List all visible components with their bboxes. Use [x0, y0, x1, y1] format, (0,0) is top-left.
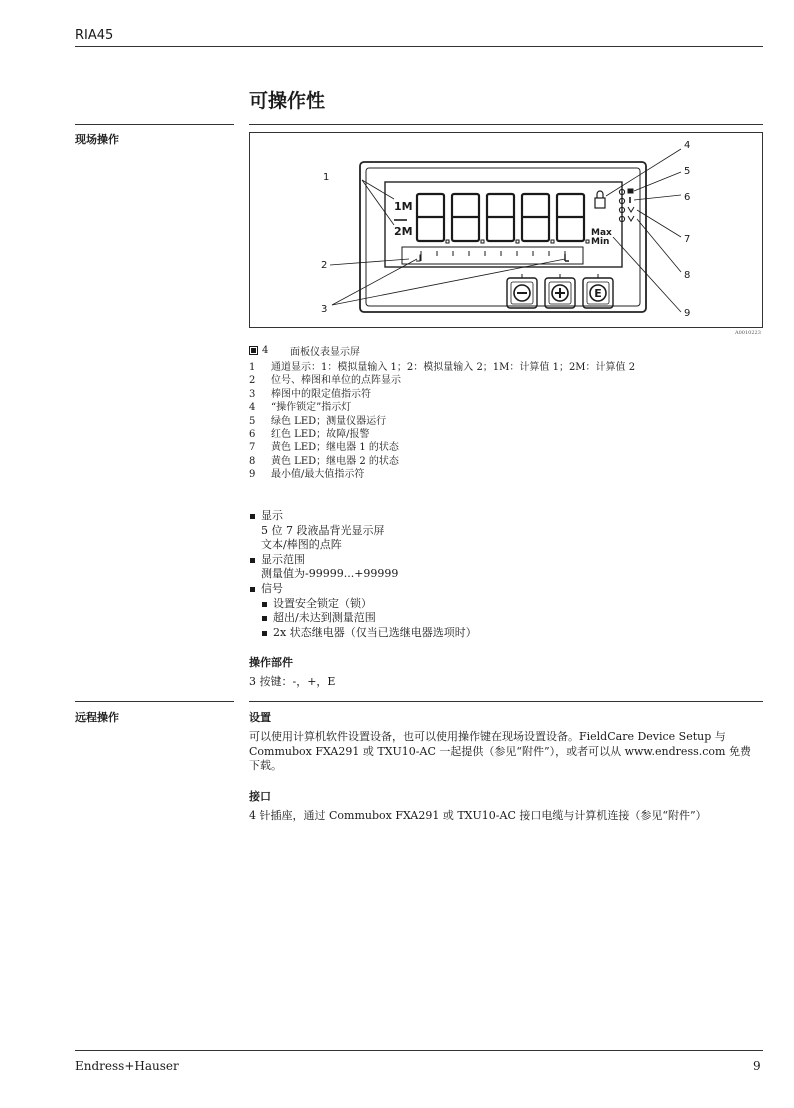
- button-enter-label: E: [594, 287, 602, 300]
- setup-text: [249, 730, 761, 774]
- section-rule-right: [249, 124, 763, 125]
- button-minus-drawing: [507, 274, 537, 308]
- section-local-operation: 现场操作: [75, 133, 119, 146]
- display-detail-1: 5 位 7 段液晶背光显示屏: [261, 523, 385, 537]
- range-detail: 测量值为-99999...+99999: [261, 567, 399, 581]
- lcd-channel-1: 1M: [394, 200, 413, 213]
- lock-icon: [595, 191, 605, 208]
- setup-line: Commubox FXA291 或 TXU10-AC 一起提供（参见“附件”），或者可以从 www.endress.com 免费: [249, 744, 751, 758]
- setup-line: 下载。: [249, 759, 282, 773]
- signal-item: 设置安全锁定（锁）: [261, 597, 759, 612]
- panel-display-drawing: [249, 132, 763, 328]
- panel-display-figure: [249, 132, 763, 328]
- callout-leaders: [330, 149, 681, 312]
- bargraph-ticks: [421, 251, 565, 256]
- bargraph-limit-low: [416, 255, 421, 261]
- page-number: 9: [753, 1059, 761, 1073]
- legend-item: 8 黄色 LED；继电器 2 的状态: [249, 455, 399, 467]
- callout-7: 7: [684, 234, 691, 245]
- seven-segment-digits: [417, 194, 584, 241]
- signal-item: 超出/未达到测量范围: [261, 611, 759, 626]
- page-title: 可操作性: [249, 90, 326, 112]
- display-spec-list: [249, 509, 759, 640]
- setup-heading: 设置: [249, 711, 271, 724]
- figure-number: 4: [262, 345, 269, 356]
- section-remote-operation: 远程操作: [75, 711, 119, 724]
- legend-item: 1 通道显示：1：模拟量输入 1；2：模拟量输入 2；1M：计算值 1；2M：计算值 2: [249, 362, 636, 373]
- figure-caption: [249, 343, 360, 358]
- legend-item: 2 位号、棒图和单位的点阵显示: [249, 375, 401, 387]
- button-enter-drawing: [583, 274, 613, 308]
- legend-item: 3 棒图中的限定值指示符: [249, 388, 371, 400]
- display-detail-2: 文本/棒图的点阵: [261, 538, 342, 552]
- footer-rule: [75, 1050, 763, 1051]
- legend-item: 9 最小值/最大值指示符: [249, 469, 365, 481]
- button-plus-drawing: [545, 274, 575, 308]
- interface-heading: 接口: [249, 790, 271, 803]
- lcd-max-indicator: Max: [591, 228, 612, 238]
- footer-brand: Endress+Hauser: [75, 1059, 179, 1073]
- lcd-min-indicator: Min: [591, 237, 610, 247]
- section-rule-left: [75, 701, 234, 702]
- legend-item: 5 绿色 LED；测量仪器运行: [249, 415, 387, 427]
- callout-5: 5: [684, 166, 691, 177]
- section-rule-left: [75, 124, 234, 125]
- interface-text: 4 针插座，通过 Commubox FXA291 或 TXU10-AC 接口电缆与计算机连接（参见“附件”）: [249, 809, 707, 822]
- display-label: 显示: [249, 509, 759, 524]
- callout-9: 9: [684, 308, 691, 319]
- lcd-channel-2: 2M: [394, 225, 413, 238]
- figure-icon: [249, 346, 258, 355]
- signal-label: 信号: [249, 582, 759, 597]
- signal-item: 2x 状态继电器（仅当已选继电器选项时）: [261, 626, 759, 641]
- header-rule: [75, 46, 763, 47]
- callout-1: 1: [323, 172, 330, 183]
- setup-line: 可以使用计算机软件设置设备，也可以使用操作键在现场设置设备。FieldCare Device Setup 与: [249, 730, 726, 743]
- legend-item: 6 红色 LED；故障/报警: [249, 429, 370, 441]
- range-label: 显示范围: [249, 553, 759, 568]
- figure-legend: [249, 361, 635, 482]
- callout-3: 3: [321, 304, 328, 315]
- callout-2: 2: [321, 260, 328, 271]
- callout-4: 4: [684, 140, 691, 151]
- figure-id-code: A0010223: [735, 330, 761, 336]
- operating-parts-heading: 操作部件: [249, 656, 293, 669]
- operating-parts-text: 3 按键：-，+，E: [249, 675, 336, 688]
- callout-8: 8: [684, 270, 691, 281]
- bargraph-limit-high: [565, 254, 569, 261]
- header-product: RIA45: [75, 28, 114, 43]
- legend-item: 4 “操作锁定”指示灯: [249, 402, 352, 414]
- legend-item: 7 黄色 LED；继电器 1 的状态: [249, 442, 399, 454]
- callout-6: 6: [684, 192, 691, 203]
- figure-caption-text: 面板仪表显示屏: [290, 347, 360, 358]
- section-rule-right: [249, 701, 763, 702]
